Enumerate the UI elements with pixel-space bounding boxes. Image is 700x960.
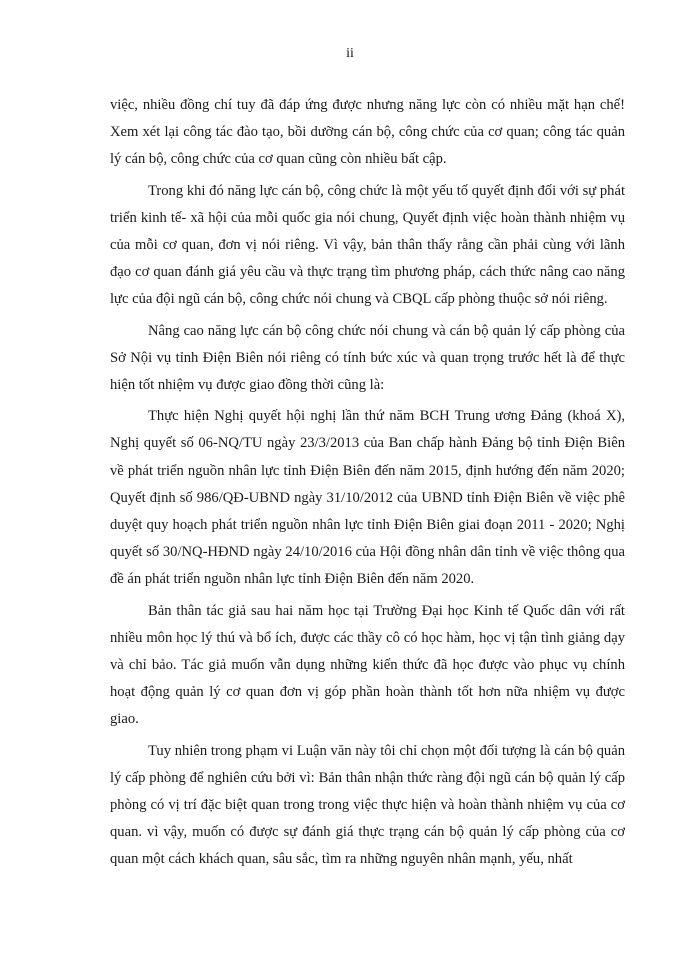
paragraph-resolutions: Thực hiện Nghị quyết hội nghị lần thứ năm BCH Trung ương Đảng (khoá X), Nghị quyết số 06-NQ/TU ngày 23/3/2013 của Ban chấp hành Đảng bộ tỉnh Điện Biên về phát triển nguồn nhân lực tỉnh Điện Biên đến năm 2015, định hướng đến năm 2020; Quyết định số 986/QĐ-UBND ngày 31/10/2012 của UBND tỉnh Điện Biên về việc phê duyệt quy hoạch phát triển nguồn nhân lực tỉnh Điện Biên giai đoạn 2011 - 2020; Nghị quyết số 30/NQ-HĐND ngày 24/10/2016 của Hội đồng nhân dân tỉnh về việc thông qua đề án phát triển nguồn nhân lực tỉnh Điện Biên đến năm 2020. <box>110 408 625 588</box>
paragraph-capacity-importance: Trong khi đó năng lực cán bộ, công chức là một yếu tố quyết định đối với sự phát triển kinh tế- xã hội của mỗi quốc gia nói chung, Quyết định việc hoàn thành nhiệm vụ của mỗi cơ quan, đơn vị nói riêng. Vì vậy, bản thân thấy rằng cần phải cùng với lãnh đạo cơ quan đánh giá yêu cầu và thực trạng tìm phương pháp, cách thức nâng cao năng lực của đội ngũ cán bộ, công chức nói chung và CBQL cấp phòng thuộc sở nói riêng. <box>110 182 625 308</box>
paragraph-urgency: Nâng cao năng lực cán bộ công chức nói chung và cán bộ quản lý cấp phòng của Sở Nội vụ tỉnh Điện Biên nói riêng có tính bức xúc và quan trọng trước hết là để thực hiện tốt nhiệm vụ được giao đồng thời cũng là: <box>110 322 625 394</box>
document-body <box>110 92 625 878</box>
paragraph-research-scope: Tuy nhiên trong phạm vi Luận văn này tôi chỉ chọn một đối tượng là cán bộ quản lý cấp phòng để nghiên cứu bởi vì: Bản thân nhận thức ràng đội ngũ cán bộ quản lý cấp phòng có vị trí đặc biệt quan trong trong việc thực hiện và hoàn thành nhiệm vụ của cơ quan. vì vậy, muốn có được sự đánh giá thực trạng cán bộ quản lý cấp phòng của cơ quan một cách khách quan, sâu sắc, tìm ra những nguyên nhân mạnh, yếu, nhất <box>110 742 625 868</box>
paragraph-author-study: Bản thân tác giả sau hai năm học tại Trường Đại học Kinh tế Quốc dân với rất nhiều môn học lý thú và bổ ích, được các thầy cô có học hàm, học vị tận tình giảng dạy và chỉ bảo. Tác giả muốn vẫn dụng những kiến thức đã học được vào phục vụ chính hoạt động quản lý cơ quan đơn vị góp phần hoàn thành tốt hơn nữa nhiệm vụ được giao. <box>110 602 625 728</box>
page-number: ii <box>346 46 354 61</box>
paragraph-continuation: việc, nhiều đồng chí tuy đã đáp ứng được nhưng năng lực còn có nhiều mặt hạn chế! Xem xét lại công tác đào tạo, bồi dưỡng cán bộ, công chức của cơ quan; công tác quản lý cán bộ, công chức của cơ quan cũng còn nhiều bất cập. <box>110 97 625 168</box>
